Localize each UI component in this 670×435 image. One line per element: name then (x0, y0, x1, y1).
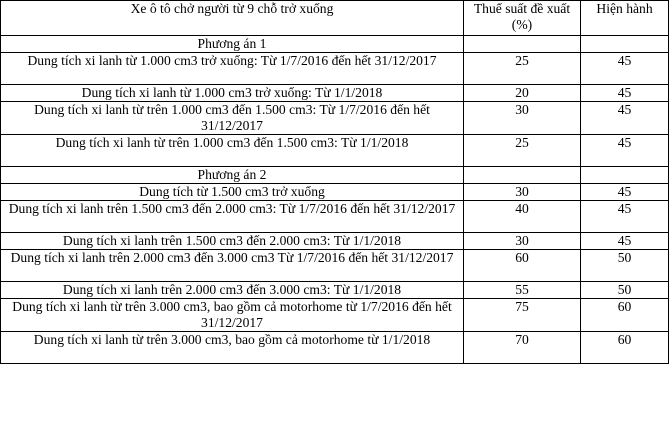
row-proposed-rate-cell: 20 (464, 85, 581, 102)
table-row (1, 250, 669, 282)
row-current-rate-cell (581, 167, 669, 184)
row-label-cell: Dung tích xi lanh từ trên 3.000 cm3, bao gồm cả motorhome từ 1/7/2016 đến hết 31/12/2017 (1, 299, 464, 332)
table-row (1, 332, 669, 364)
table-row (1, 299, 669, 332)
table-row (1, 184, 669, 201)
header-vehicle-category: Xe ô tô chở người từ 9 chỗ trở xuống (1, 1, 464, 36)
row-current-rate-cell: 45 (581, 184, 669, 201)
row-label-cell: Dung tích xi lanh từ 1.000 cm3 trở xuống: Từ 1/7/2016 đến hết 31/12/2017 (1, 53, 464, 85)
row-label-cell: Dung tích xi lanh từ 1.000 cm3 trở xuống: Từ 1/1/2018 (1, 85, 464, 102)
row-current-rate-cell: 60 (581, 299, 669, 332)
row-current-rate-cell: 45 (581, 201, 669, 233)
table-row (1, 282, 669, 299)
row-proposed-rate-cell: 55 (464, 282, 581, 299)
row-proposed-rate-cell: 30 (464, 184, 581, 201)
row-label-cell: Phương án 2 (1, 167, 464, 184)
row-proposed-rate-cell: 40 (464, 201, 581, 233)
table-row (1, 201, 669, 233)
row-proposed-rate-cell: 60 (464, 250, 581, 282)
row-current-rate-cell: 45 (581, 233, 669, 250)
row-label-cell: Dung tích xi lanh trên 1.500 cm3 đến 2.000 cm3: Từ 1/7/2016 đến hết 31/12/2017 (1, 201, 464, 233)
row-current-rate-cell (581, 36, 669, 53)
row-label-cell: Dung tích xi lanh từ trên 1.000 cm3 đến 1.500 cm3: Từ 1/1/2018 (1, 135, 464, 167)
row-current-rate-cell: 45 (581, 85, 669, 102)
row-label-cell: Dung tích xi lanh trên 1.500 cm3 đến 2.000 cm3: Từ 1/1/2018 (1, 233, 464, 250)
row-label-cell: Dung tích xi lanh trên 2.000 cm3 đến 3.000 cm3 Từ 1/7/2016 đến hết 31/12/2017 (1, 250, 464, 282)
row-proposed-rate-cell: 30 (464, 233, 581, 250)
header-proposed-rate: Thuế suất đề xuất (%) (464, 1, 581, 36)
row-label-cell: Dung tích xi lanh từ trên 3.000 cm3, bao gồm cả motorhome từ 1/1/2018 (1, 332, 464, 364)
table-row (1, 233, 669, 250)
row-proposed-rate-cell: 70 (464, 332, 581, 364)
row-current-rate-cell: 45 (581, 53, 669, 85)
row-label-cell: Dung tích xi lanh từ trên 1.000 cm3 đến 1.500 cm3: Từ 1/7/2016 đến hết 31/12/2017 (1, 102, 464, 135)
row-current-rate-cell: 45 (581, 135, 669, 167)
row-proposed-rate-cell (464, 167, 581, 184)
row-current-rate-cell: 60 (581, 332, 669, 364)
table-row (1, 135, 669, 167)
table-row (1, 102, 669, 135)
table-header-row (1, 1, 669, 36)
table-row (1, 85, 669, 102)
row-current-rate-cell: 45 (581, 102, 669, 135)
row-label-cell: Dung tích xi lanh trên 2.000 cm3 đến 3.000 cm3: Từ 1/1/2018 (1, 282, 464, 299)
header-current-rate: Hiện hành (581, 1, 669, 36)
row-proposed-rate-cell: 25 (464, 53, 581, 85)
section-row (1, 167, 669, 184)
table-row (1, 53, 669, 85)
row-label-cell: Dung tích từ 1.500 cm3 trở xuống (1, 184, 464, 201)
row-proposed-rate-cell: 25 (464, 135, 581, 167)
row-current-rate-cell: 50 (581, 250, 669, 282)
row-proposed-rate-cell: 75 (464, 299, 581, 332)
tax-rate-table-body (1, 1, 669, 364)
row-proposed-rate-cell (464, 36, 581, 53)
row-proposed-rate-cell: 30 (464, 102, 581, 135)
row-current-rate-cell: 50 (581, 282, 669, 299)
section-row (1, 36, 669, 53)
row-label-cell: Phương án 1 (1, 36, 464, 53)
